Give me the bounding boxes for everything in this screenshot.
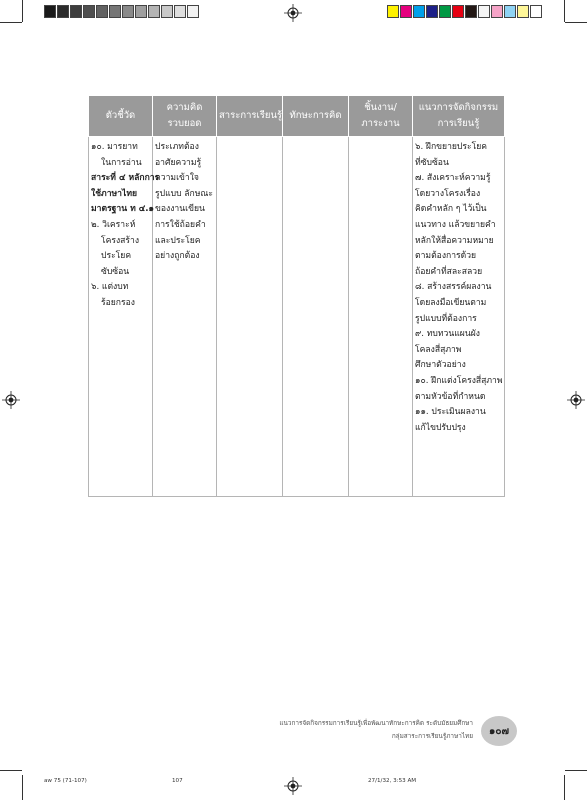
concept-cell (153, 137, 217, 497)
cell-line: ๖. แต่งบท (91, 282, 129, 293)
cell-line: ตามหัวข้อที่กำหนด (415, 391, 486, 402)
cell-line: ๙. ทบทวนแผนผัง (415, 329, 480, 340)
crop-mark-bottom-right-h (565, 770, 587, 771)
table-row (89, 137, 505, 497)
gray-swatch (83, 5, 95, 18)
footer-subject: กลุ่มสาระการเรียนรู้ภาษาไทย (391, 732, 473, 740)
cell-line: ที่ซับซ้อน (415, 157, 449, 168)
indicators-cell (89, 137, 160, 497)
cell-line: โคลงสี่สุภาพ (415, 344, 462, 355)
cell-line: มาตรฐาน ท ๔.๑ (91, 204, 155, 215)
gray-swatch (148, 5, 160, 18)
slug-page: 107 (172, 778, 183, 784)
cell-line: สาระที่ ๔ หลักการ (91, 173, 160, 184)
crop-mark-top-left-h (0, 22, 22, 23)
cell-line: ประเภทต้อง (155, 142, 199, 152)
header-thinking-skills: ทักษะการคิด (283, 96, 349, 137)
header-indicators: ตัวชี้วัด (89, 96, 153, 137)
gray-swatch (44, 5, 56, 18)
cell-line: ในการอ่าน (101, 157, 142, 168)
cell-line: ใช้ภาษาไทย (91, 188, 138, 199)
gray-swatch (96, 5, 108, 18)
cell-line: คิดคำหลัก ๆ ไว้เป็น (415, 204, 487, 215)
registration-target-icon (567, 391, 585, 409)
gray-swatch (135, 5, 147, 18)
slug-file: aw 75 (71-107) (44, 778, 87, 784)
table-header-row (89, 96, 505, 137)
crop-mark-top-left-v (22, 0, 23, 22)
registration-target-icon (284, 4, 302, 22)
cell-line: ๑๑. ประเมินผลงาน (415, 407, 486, 418)
thinking-skills-cell (283, 137, 349, 497)
slug-timestamp: 27/1/32, 3:53 AM (368, 778, 417, 784)
cell-line: ๖. ฝึกขยายประโยค (415, 142, 488, 152)
gray-swatch (161, 5, 173, 18)
cell-line: ถ้อยคำที่สละสลวย (415, 266, 483, 277)
crop-mark-top-right-v (564, 0, 565, 22)
gray-swatch (70, 5, 82, 18)
footer-book-title: แนวการจัดกิจกรรมการเรียนรู้เพื่อพัฒนาทักษะการคิด ระดับมัธยมศึกษา (279, 719, 473, 727)
cell-line: หลักให้สื่อความหมาย (415, 235, 494, 246)
cell-line: และประโยค (155, 235, 201, 246)
cell-line: ความเข้าใจ (155, 173, 199, 184)
color-swatch (517, 5, 529, 18)
cell-line: ๑๐. ฝึกแต่งโครงสี่สุภาพ (415, 375, 503, 386)
cell-line: การใช้ถ้อยคำ (155, 219, 206, 230)
cell-line: โครงสร้าง (101, 235, 140, 246)
color-swatch (504, 5, 516, 18)
cell-line: ตามต้องการด้วย (415, 251, 477, 262)
cell-line: แนวทาง แล้วขยายคำ (415, 219, 496, 230)
registration-target-icon (284, 777, 302, 795)
cell-line: อาศัยความรู้ (155, 157, 202, 168)
header-content: สาระการเรียนรู้ (217, 96, 283, 137)
crop-mark-bottom-right-v (564, 775, 565, 800)
header-activities: แนวการจัดกิจกรรม การเรียนรู้ (413, 96, 505, 137)
crop-mark-top-right-h (565, 22, 587, 23)
cell-line: รูปแบบที่ต้องการ (415, 313, 477, 324)
header-concept: ความคิด รวบยอด (153, 96, 217, 137)
cell-line: ประโยค (101, 251, 132, 262)
gray-swatch (187, 5, 199, 18)
gray-swatch (174, 5, 186, 18)
cell-line: ๗. สังเคราะห์ความรู้ (415, 173, 491, 184)
color-print-bar (387, 5, 543, 18)
tasks-cell (349, 137, 413, 497)
cell-line: ของงานเขียน (155, 204, 205, 215)
cell-line: โดยวางโครงเรื่อง (415, 188, 481, 199)
cell-line: ๒. วิเคราะห์ (91, 219, 136, 230)
cell-line: ซับซ้อน (101, 266, 130, 277)
crop-mark-bottom-left-v (22, 775, 23, 800)
page-number-badge (481, 716, 517, 746)
gray-swatch (57, 5, 69, 18)
cell-line: ๑๐. มารยาท (91, 142, 138, 152)
color-swatch (413, 5, 425, 18)
learning-plan-table (88, 95, 504, 497)
color-swatch (478, 5, 490, 18)
grayscale-print-bar (44, 5, 200, 18)
cell-line: อย่างถูกต้อง (155, 251, 200, 262)
activities-cell (413, 137, 505, 497)
gray-swatch (109, 5, 121, 18)
gray-swatch (122, 5, 134, 18)
cell-line: โดยลงมือเขียนตาม (415, 297, 487, 308)
cell-line: ร้อยกรอง (101, 297, 135, 308)
color-swatch (452, 5, 464, 18)
cell-line: แก้ไขปรับปรุง (415, 422, 466, 433)
content-cell (217, 137, 283, 497)
color-swatch (400, 5, 412, 18)
color-swatch (426, 5, 438, 18)
color-swatch (465, 5, 477, 18)
cell-line: รูปแบบ ลักษณะ (155, 188, 213, 199)
color-swatch (491, 5, 503, 18)
color-swatch (439, 5, 451, 18)
color-swatch (387, 5, 399, 18)
cell-line: ศึกษาตัวอย่าง (415, 360, 466, 371)
header-tasks: ชิ้นงาน/ ภาระงาน (349, 96, 413, 137)
registration-target-icon (2, 391, 20, 409)
color-swatch (530, 5, 542, 18)
page-number: ๑๐๗ (489, 725, 509, 737)
cell-line: ๘. สร้างสรรค์ผลงาน (415, 282, 492, 293)
crop-mark-bottom-left-h (0, 770, 22, 771)
